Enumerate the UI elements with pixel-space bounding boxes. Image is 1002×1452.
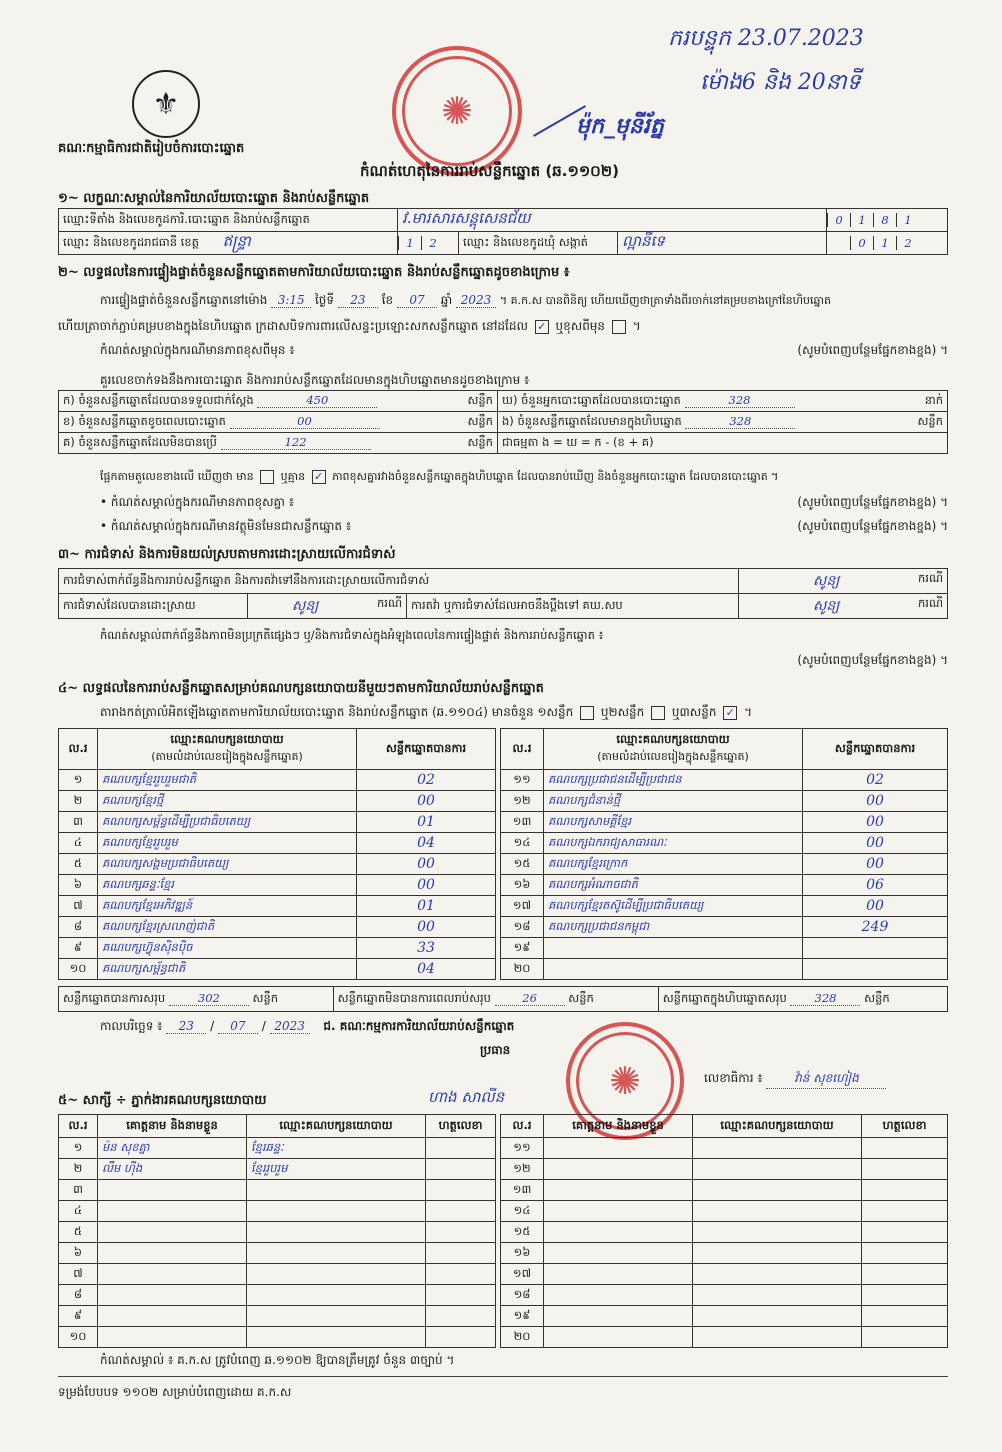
- province-label: ឈ្មោះ និងលេខកូដរាជធានី ខេត្ត ឥន្ទ្រា: [59, 232, 398, 255]
- row-no: ១៦: [501, 875, 544, 896]
- total-box: សន្លឹកឆ្នោតក្នុងហិបឆ្នោតសរុប 328 សន្លឹក: [658, 987, 947, 1012]
- table-row: [59, 1138, 496, 1159]
- witness-party: [247, 1306, 426, 1327]
- totals-table: [58, 986, 948, 1012]
- has-diff-checkbox[interactable]: [260, 470, 274, 484]
- section3-heading: ៣~ ការជំទាស់ និងការមិនយល់ស្របតាមការដោះស្រាយលើការជំទាស់: [58, 547, 396, 562]
- vote-count: 02: [357, 770, 496, 791]
- row-no: ១១: [501, 1138, 544, 1159]
- table-row: [59, 1264, 496, 1285]
- col-no: ល.រ: [501, 729, 544, 770]
- party-name: គណបក្សអំណាចជាតិ: [544, 875, 803, 896]
- table-row: [501, 917, 948, 938]
- witness-name: [544, 1159, 693, 1180]
- witness-name: [544, 1180, 693, 1201]
- table-row: [501, 770, 948, 791]
- vote-count: 02: [803, 770, 948, 791]
- witness-name: [98, 1201, 247, 1222]
- table-row: [501, 1243, 948, 1264]
- results-table-right: [500, 728, 948, 980]
- nec-logo-icon: ⚜: [132, 70, 200, 138]
- row-no: ១៩: [501, 938, 544, 959]
- complaint-value: សូន្យ ករណី: [739, 569, 948, 594]
- difference-line: ផ្អែកតាមតួលេខខាងលើ ឃើញថា មាន ឬគ្មាន ✓ ភាពខុសគ្នារវាងចំនួនសន្លឹកឆ្នោតក្នុងហិបឆ្នោត ដែលបានរាប់ឃើញ និងចំនួនអ្នកបោះឆ្នោត ដែលបានបោះឆ្នោត ។: [100, 470, 779, 483]
- party-name: គណបក្សខ្មែររួបរួម: [98, 833, 357, 854]
- row-no: ៩: [59, 938, 98, 959]
- table-row: [59, 854, 496, 875]
- received-note-line2: ម៉ោង6 និង 20នាទី: [700, 70, 861, 95]
- vote-count: 04: [357, 959, 496, 980]
- foreign-object-note: • កំណត់សម្គាល់ក្នុងករណីមានវត្ថុមិនមែនជាសន្លឹកឆ្នោត ៖ (សូមបំពេញបន្ថែមផ្នែកខាងខ្នង) ។: [100, 519, 948, 533]
- party-name: គណបក្សសម្ព័ន្ធជាតិ: [98, 959, 357, 980]
- witness-signature: [426, 1222, 496, 1243]
- table-row: [501, 1306, 948, 1327]
- witness-name: [544, 1243, 693, 1264]
- row-no: ៦: [59, 875, 98, 896]
- row-no: ១៩: [501, 1306, 544, 1327]
- witness-party: [247, 1285, 426, 1306]
- witness-name: [544, 1306, 693, 1327]
- row-no: ៣: [59, 1180, 98, 1201]
- witness-name: [98, 1306, 247, 1327]
- row-no: ៨: [59, 1285, 98, 1306]
- witness-name: ម៉ន សុខគ្នា: [98, 1138, 247, 1159]
- section2-heading: ២~ លទ្ធផលនៃការផ្ទៀងផ្ទាត់ចំនួនសន្លឹកឆ្នោតតាមការិយាល័យបោះឆ្នោត និងរាប់សន្លឹកឆ្នោតដូចខាងក្រោម ៖: [58, 265, 570, 280]
- witness-name: [544, 1201, 693, 1222]
- witness-name: [544, 1138, 693, 1159]
- witness-signature: [426, 1159, 496, 1180]
- row-no: ៥: [59, 854, 98, 875]
- witness-party: ខ្មែររួបរួម: [247, 1159, 426, 1180]
- witness-signature: [426, 1306, 496, 1327]
- witness-signature: [862, 1327, 948, 1348]
- province-value: ឥន្ទ្រា: [222, 232, 251, 250]
- figures-table: [58, 390, 948, 454]
- col-votes: សន្លឹកឆ្នោតបានការ: [357, 729, 496, 770]
- complaints-table: [58, 568, 948, 619]
- vote-count: 01: [357, 812, 496, 833]
- spoiled-row: ខ) ចំនួនសន្លឹកឆ្នោតខូចពេលបោះឆ្នោត 00 សន្លឹក: [59, 412, 498, 433]
- vote-count: [803, 959, 948, 980]
- witness-party: [693, 1138, 862, 1159]
- two-sheet-checkbox[interactable]: [651, 706, 665, 720]
- commune-code: 0 1 2: [827, 232, 948, 255]
- appeal-label: ការតវ៉ា ឬការជំទាស់ដែលអាចនឹងប្តឹងទៅ គឃ.សប: [407, 594, 739, 619]
- committee-seal-icon: ✺: [566, 1022, 684, 1140]
- vote-count: 00: [357, 875, 496, 896]
- witness-table-right: ល.រ គោត្តនាម និងនាមខ្លួន ឈ្មោះគណបក្សនយោបាយ ហត្ថលេខា ១១ ១២ ១៣ ១៤ ១៥ ១៦ ១៧ ១៨ ១៩ ២០: [500, 1114, 948, 1348]
- section1-heading: ១~ លក្ខណៈសម្គាល់នៃការិយាល័យបោះឆ្នោត និងរាប់សន្លឹកឆ្នោត: [58, 191, 370, 206]
- row-no: ២: [59, 791, 98, 812]
- row-no: ១៥: [501, 1222, 544, 1243]
- witness-party: [247, 1180, 426, 1201]
- voters-row: ឃ) ចំនួនអ្នកបោះឆ្នោតដែលបានបោះឆ្នោត 328 នាក់: [498, 391, 948, 412]
- table-row: [501, 1180, 948, 1201]
- witness-party: [247, 1264, 426, 1285]
- witness-signature: [426, 1180, 496, 1201]
- table-row: [59, 791, 496, 812]
- vote-count: 04: [357, 833, 496, 854]
- table-row: [59, 1327, 496, 1348]
- table-row: [59, 770, 496, 791]
- witness-signature: [862, 1243, 948, 1264]
- vote-count: 00: [803, 791, 948, 812]
- row-no: ១០: [59, 1327, 98, 1348]
- row-no: ៩: [59, 1306, 98, 1327]
- table-row: [59, 812, 496, 833]
- witness-party: [693, 1180, 862, 1201]
- vote-count: 00: [803, 896, 948, 917]
- party-name: គណបក្សហ៊្វុនស៊ិនប៉ិច: [98, 938, 357, 959]
- vote-count: 249: [803, 917, 948, 938]
- table-row: [501, 1285, 948, 1306]
- appeal-value: សូន្យ ករណី: [739, 594, 948, 619]
- table-row: [501, 959, 948, 980]
- witness-signature: [862, 1180, 948, 1201]
- witness-party: [247, 1222, 426, 1243]
- seal-status-line: ហើយត្រាចាក់ភ្ជាប់គម្របខាងក្នុងនៃហិបឆ្នោត ក្រដាសបិទការពារលើសន្ទះប្រឡោះសកសន្លឹកឆ្នោត នៅដដែល ✓ ឬខុសពីមុន ។: [58, 319, 641, 333]
- row-no: ១: [59, 1138, 98, 1159]
- row-no: ១៣: [501, 1180, 544, 1201]
- one-sheet-checkbox[interactable]: [580, 706, 594, 720]
- table-row: [59, 1201, 496, 1222]
- president-label: ប្រធាន: [480, 1043, 511, 1057]
- witness-name: [98, 1180, 247, 1201]
- witness-party: [247, 1327, 426, 1348]
- col-votes: សន្លឹកឆ្នោតបានការ: [803, 729, 948, 770]
- vote-count: 00: [357, 917, 496, 938]
- location-code: 0 1 8 1: [827, 209, 948, 232]
- three-sheet-checkbox[interactable]: ✓: [723, 706, 737, 720]
- formula: ជាធម្មតា ង = ឃ = ក - (ខ + គ): [498, 433, 948, 454]
- row-no: ១៥: [501, 854, 544, 875]
- date-line: កាលបរិច្ឆេទ ៖ 23 / 07 / 2023 ជ. គណៈកម្មការការិយាល័យរាប់សន្លឹកឆ្នោត: [100, 1019, 515, 1033]
- irregularity-note: កំណត់សម្គាល់ពាក់ព័ន្ធនឹងភាពមិនប្រក្រតីផ្សេងៗ ឬ/និងការជំទាស់ក្នុងអំឡុងពេលនៃការផ្ទៀងផ្ទាត់ និងការរាប់សន្លឹកឆ្នោត ៖: [100, 628, 604, 642]
- witness-party: [693, 1243, 862, 1264]
- table-row: [501, 875, 948, 896]
- party-name: គណបក្សឆន្ទៈខ្មែរ: [98, 875, 357, 896]
- row-no: ១៦: [501, 1243, 544, 1264]
- witness-signature: [862, 1264, 948, 1285]
- row-no: ១១: [501, 770, 544, 791]
- party-name: គណបក្សប្រជាជនដើម្បីប្រជាជន: [544, 770, 803, 791]
- vote-count: 33: [357, 938, 496, 959]
- party-name: គណបក្សជំនាន់ថ្មី: [544, 791, 803, 812]
- party-name: [544, 959, 803, 980]
- party-name: [544, 938, 803, 959]
- table-row: [59, 896, 496, 917]
- witness-table-left: ល.រ គោត្តនាម និងនាមខ្លួន ឈ្មោះគណបក្សនយោបាយ ហត្ថលេខា ១ ម៉ន សុខគ្នា ខ្មែរឆន្ទៈ ២ លឹម ហ៊ីង ខ្មែររួបរួម ៣ ៤ ៥ ៦ ៧ ៨ ៩ ១០: [58, 1114, 496, 1348]
- verification-line: ការផ្ទៀងផ្ទាត់ចំនួនសន្លឹកឆ្នោតនៅម៉ោង 3:15 ថ្ងៃទី 23 ខែ 07 ឆ្នាំ 2023 ។ គ.ក.ស បានពិនិត្យ ហើយឃើញថាត្រាទាំងពីរចាក់នៅគម្របខាងក្រៅនៃហិបឆ្នោត: [100, 293, 831, 307]
- witness-name: [98, 1264, 247, 1285]
- footer-divider: [58, 1376, 948, 1377]
- vote-count: 00: [803, 833, 948, 854]
- diff-note: • កំណត់សម្គាល់ក្នុងករណីមានភាពខុសគ្នា ៖ (សូមបំពេញបន្ថែមផ្នែកខាងខ្នង) ។: [100, 495, 948, 509]
- witness-signature: [862, 1306, 948, 1327]
- witness-signature: [426, 1243, 496, 1264]
- witness-name: [98, 1285, 247, 1306]
- received-note-line1: ករបន្ទុក 23.07.2023: [668, 26, 864, 51]
- party-name: គណបក្សសង្គមប្រជាធិបតេយ្យ: [98, 854, 357, 875]
- table-row: [501, 1138, 948, 1159]
- table-row: [501, 812, 948, 833]
- vote-count: 00: [357, 791, 496, 812]
- secretary-line: លេខាធិការ ៖ វ៉ាន់ សុខហៀង: [704, 1070, 886, 1089]
- figures-intro: គួរលេខចាក់ទងនឹងការបោះឆ្នោត និងការរាប់សន្លឹកឆ្នោតដែលមានក្នុងហិបឆ្នោតមានដូចខាងក្រោម ៖: [100, 373, 530, 387]
- party-name: គណបក្សឯករាជ្យសាធារណៈ: [544, 833, 803, 854]
- different-checkbox[interactable]: [612, 320, 626, 334]
- party-name: គណបក្សសាមគ្គីខ្មែរ: [544, 812, 803, 833]
- sheets-line: តារាងកត់ត្រាលំអិតឡើងឆ្នោតតាមការិយាល័យបោះឆ្នោត និងរាប់សន្លឹកឆ្នោត (ឆ.១១០៤) មានចំនួន ១សន្លឹក ឬ២សន្លឹក ឬ៣សន្លឹក ✓ ។: [100, 705, 752, 719]
- commune-label: ឈ្មោះ និងលេខកូដឃុំ សង្កាត់: [459, 232, 618, 255]
- difference-note-line: កំណត់សម្គាល់ក្នុងករណីមានភាពខុសពីមុន ៖ (សូមបំពេញបន្ថែមផ្នែកខាងខ្នង) ។: [100, 343, 948, 357]
- table-row: [501, 1159, 948, 1180]
- commune-value: ល្អានីទេ: [618, 232, 827, 255]
- org-name: គណៈកម្មាធិការជាតិរៀបចំការបោះឆ្នោត: [58, 141, 245, 156]
- witness-name: [98, 1327, 247, 1348]
- table-row: [59, 1285, 496, 1306]
- table-row: [59, 1180, 496, 1201]
- row-no: ២០: [501, 959, 544, 980]
- unused-row: គ) ចំនួនសន្លឹកឆ្នោតដែលមិនបានប្រើ 122 សន្លឹក: [59, 433, 498, 454]
- row-no: ១៨: [501, 917, 544, 938]
- table-row: [501, 1264, 948, 1285]
- table-row: [501, 791, 948, 812]
- table-row: [59, 1159, 496, 1180]
- witness-name: [544, 1264, 693, 1285]
- resolved-value: សូន្យ ករណី: [248, 594, 407, 619]
- witness-signature: [426, 1138, 496, 1159]
- witness-name: លឹម ហ៊ីង: [98, 1159, 247, 1180]
- location-table: [58, 208, 948, 255]
- party-name: គណបក្សខ្មែរក្រោក: [544, 854, 803, 875]
- party-name: គណបក្សខ្មែរតស៊ូដើម្បីប្រជាធិបតេយ្យ: [544, 896, 803, 917]
- table-row: [501, 896, 948, 917]
- table-row: [59, 917, 496, 938]
- witness-signature: [862, 1159, 948, 1180]
- col-party: ឈ្មោះគណបក្សនយោបាយ (តាមលំដាប់លេខរៀងក្នុងសន្លឹកឆ្នោត): [544, 729, 803, 770]
- table-row: [501, 1222, 948, 1243]
- witness-name: [98, 1222, 247, 1243]
- location-label: ឈ្មោះទីតាំង និងលេខកូដការិ.បោះឆ្នោត និងរាប់សន្លឹកឆ្នោត: [59, 209, 398, 232]
- vote-count: 01: [357, 896, 496, 917]
- witness-name: [544, 1222, 693, 1243]
- row-no: ១៣: [501, 812, 544, 833]
- witness-party: [693, 1327, 862, 1348]
- section4-heading: ៤~ លទ្ធផលនៃការរាប់សន្លឹកឆ្នោតសម្រាប់គណបក្សនយោបាយនីមួយៗតាមការិយាល័យរាប់សន្លឹកឆ្នោត: [58, 681, 544, 696]
- vote-count: [803, 938, 948, 959]
- row-no: ១៨: [501, 1285, 544, 1306]
- form-id: ទម្រង់បែបបទ ១១០២ សម្រាប់បំពេញដោយ គ.ក.ស: [58, 1385, 292, 1399]
- row-no: ១៤: [501, 1201, 544, 1222]
- row-no: ៤: [59, 833, 98, 854]
- witness-party: [247, 1201, 426, 1222]
- row-no: ៣: [59, 812, 98, 833]
- table-row: [501, 1201, 948, 1222]
- party-name: គណបក្សខ្មែរអភិវឌ្ឍន៍: [98, 896, 357, 917]
- table-row: [501, 833, 948, 854]
- witness-signature: [426, 1327, 496, 1348]
- row-no: ២: [59, 1159, 98, 1180]
- witness-signature: [862, 1222, 948, 1243]
- table-row: [59, 1243, 496, 1264]
- row-no: ១០: [59, 959, 98, 980]
- witness-party: ខ្មែរឆន្ទៈ: [247, 1138, 426, 1159]
- witness-party: [693, 1285, 862, 1306]
- no-diff-checkbox[interactable]: ✓: [312, 470, 326, 484]
- table-row: [59, 875, 496, 896]
- witness-party: [693, 1306, 862, 1327]
- col-party: ឈ្មោះគណបក្សនយោបាយ (តាមលំដាប់លេខរៀងក្នុងសន្លឹកឆ្នោត): [98, 729, 357, 770]
- witness-name: [98, 1243, 247, 1264]
- table-row: [59, 1222, 496, 1243]
- row-no: ១៧: [501, 896, 544, 917]
- party-name: គណបក្សខ្មែរស្រលាញ់ជាតិ: [98, 917, 357, 938]
- witness-name: [544, 1285, 693, 1306]
- party-name: គណបក្សសម្ព័ន្ធដើម្បីប្រជាធិបតេយ្យ: [98, 812, 357, 833]
- resolved-label: ការជំទាស់ដែលបានដោះស្រាយ: [59, 594, 248, 619]
- row-no: ១២: [501, 1159, 544, 1180]
- witness-party: [693, 1159, 862, 1180]
- table-row: [59, 1306, 496, 1327]
- official-seal-icon: ✺: [392, 46, 522, 176]
- witness-signature: [862, 1138, 948, 1159]
- same-checkbox[interactable]: ✓: [535, 320, 549, 334]
- witness-signature: [862, 1201, 948, 1222]
- document-page: ករបន្ទុក 23.07.2023 ម៉ោង6 និង 20នាទី ម៉ុក_មុនីរ័ត្ន ⚜ ✺ គណៈកម្មាធិការជាតិរៀបចំការបោះឆ្នោត កំណត់ហេតុនៃការរាប់សន្លឹកឆ្នោត (ឆ.១១០២) ១~ លក្ខណៈសម្គាល់នៃការិយាល័យបោះឆ្នោត និងរាប់សន្លឹកឆ្នោត ឈ្មោះទីតាំង និងលេខកូដការិ.បោះឆ្នោត និងរាប់សន្លឹកឆ្នោត វ.មារសារសន្តុសេនជ័យ 0 1 8 1 ឈ្មោះ និងលេខកូដរាជធានី ខេត្ត ឥន្ទ្រា 1 2 ឈ្មោះ និងលេខកូដឃុំ សង្កាត់ ល្អានីទេ 0 1 2 ២~ លទ្ធផលនៃការផ្ទៀងផ្ទាត់ចំនួនសន្លឹកឆ្នោតតាមការិយាល័យបោះឆ្នោត និងរាប់សន្លឹកឆ្នោតដូចខាងក្រោម ៖ ការផ្ទៀងផ្ទាត់ចំនួនសន្លឹកឆ្នោតនៅម៉ោង 3:15 ថ្ងៃទី 23 ខែ 07 ឆ្នាំ 2023 ។ គ.ក.ស បានពិនិត្យ ហើយឃើញថាត្រាទាំងពីរចាក់នៅគម្របខាងក្រៅនៃហិបឆ្នោត ហើយត្រាចាក់ភ្ជាប់គម្របខាងក្នុងនៃហិបឆ្នោត ក្រដាសបិទការពារលើសន្ទះប្រឡោះសកសន្លឹកឆ្នោត នៅដដែល ✓ ឬខុសពីមុន ។ កំណត់សម្គាល់ក្នុងករណីមានភាពខុសពីមុន ៖ (សូមបំពេញបន្ថែមផ្នែកខាងខ្នង) ។ គួរលេខចាក់ទងនឹងការបោះឆ្នោត និងការរាប់សន្លឹកឆ្នោតដែលមានក្នុងហិបឆ្នោតមានដូចខាងក្រោម ៖ ក) ចំនួនសន្លឹកឆ្នោតដែលបានទទួលជាក់ស្តែង 450 សន្លឹក ឃ) ចំនួនអ្នកបោះឆ្នោតដែលបានបោះឆ្នោត 328 នាក់ ខ) ចំនួនសន្លឹកឆ្នោតខូចពេលបោះឆ្នោត 00 សន្លឹក ង) ចំនួនសន្លឹកឆ្នោតដែលមានក្នុងហិបឆ្នោត 328 សន្លឹក គ) ចំនួនសន្លឹកឆ្នោតដែលមិនបានប្រើ 122 សន្លឹក ជាធម្មតា ង = ឃ = ក - (ខ + គ) ផ្អែកតាមតួលេខខាងលើ ឃើញថា មាន ឬគ្មាន ✓ ភាពខុសគ្នារវាងចំនួនសន្លឹកឆ្នោតក្នុងហិបឆ្នោត ដែលបានរាប់ឃើញ និងចំនួនអ្នកបោះឆ្នោត ដែលបានបោះឆ្នោត ។ • កំណត់សម្គាល់ក្នុងករណីមានភាពខុសគ្នា ៖ (សូមបំពេញបន្ថែមផ្នែកខាងខ្នង) ។ • កំណត់សម្គាល់ក្នុងករណីមានវត្ថុមិនមែនជាសន្លឹកឆ្នោត ៖ (សូមបំពេញបន្ថែមផ្នែកខាងខ្នង) ។ ៣~ ការជំទាស់ និងការមិនយល់ស្របតាមការដោះស្រាយលើការជំទាស់ ការជំទាស់ពាក់ព័ន្ធនឹងការរាប់សន្លឹកឆ្នោត និងការតវ៉ាទៅនឹងការដោះស្រាយលើការជំទាស់ សូន្យ ករណី ការជំទាស់ដែលបានដោះស្រាយ សូន្យ ករណី ការតវ៉ា ឬការជំទាស់ដែលអាចនឹងប្តឹងទៅ គឃ.សប សូន្យ ករណី កំណត់សម្គាល់ពាក់ព័ន្ធនឹងភាពមិនប្រក្រតីផ្សេងៗ ឬ/និងការជំទាស់ក្នុងអំឡុងពេលនៃការផ្ទៀងផ្ទាត់ និងការរាប់សន្លឹកឆ្នោត ៖ (សូមបំពេញបន្ថែមផ្នែកខាងខ្នង) ។ ៤~ លទ្ធផលនៃការរាប់សន្លឹកឆ្នោតសម្រាប់គណបក្សនយោបាយនីមួយៗតាមការិយាល័យរាប់សន្លឹកឆ្នោត តារាងកត់ត្រាលំអិតឡើងឆ្នោតតាមការិយាល័យបោះឆ្នោត និងរាប់សន្លឹកឆ្នោត (ឆ.១១០៤) មានចំនួន ១សន្លឹក ឬ២សន្លឹក ឬ៣សន្លឹក ✓ ។ ល.រ ឈ្មោះគណបក្សនយោបាយ (តាមលំដាប់លេខរៀងក្នុងសន្លឹកឆ្នោត) សន្លឹកឆ្នោតបានការ ១ គណបក្សខ្មែររួបរួមជាតិ 02 ២ គណបក្សខ្មែរថ្មី 00 ៣ គណបក្សសម្ព័ន្ធដើម្បីប្រជាធិបតេយ្យ 01 ៤ គណបក្សខ្មែររួបរួម 04 ៥ គណបក្សសង្គមប្រជាធិបតេយ្យ 00 ៦ គណបក្សឆន្ទៈខ្មែរ 00 ៧ គណបក្សខ្មែរអភិវឌ្ឍន៍ 01 ៨ គណបក្សខ្មែរស្រលាញ់ជាតិ 00 ៩ គណបក្សហ៊្វុនស៊ិនប៉ិច 33 ១០ គណបក្សសម្ព័ន្ធជាតិ 04 ល.រ ឈ្មោះគណបក្សនយោបាយ (តាមលំដាប់លេខរៀងក្នុងសន្លឹកឆ្នោត) សន្លឹកឆ្នោតបានការ ១១ គណបក្សប្រជាជនដើម្បីប្រជាជន 02 ១២ គណបក្សជំនាន់ថ្មី 00 ១៣ គណបក្សសាមគ្គីខ្មែរ 00 ១៤ គណបក្សឯករាជ្យសាធារណៈ 00 ១៥ គណបក្សខ្មែរក្រោក 00 ១៦ គណបក្សអំណាចជាតិ 06 ១៧ គណបក្សខ្មែរតស៊ូដើម្បីប្រជាធិបតេយ្យ 00 ១៨ គណបក្សប្រជាជនកម្ពុជា 249 ១៩ ២០ សន្លឹកឆ្នោតបានការសរុប 302 សន្លឹក សន្លឹកឆ្នោតមិនបានការពេលរាប់សរុប 26 សន្លឹក សន្លឹកឆ្នោតក្នុងហិបឆ្នោតសរុប 328 សន្លឹក កាលបរិច្ឆេទ ៖ 23 / 07 / 2023 ជ. គណៈកម្មការការិយាល័យរាប់សន្លឹកឆ្នោត ប្រធាន ហាង សាលីន ✺ លេខាធិការ ៖ វ៉ាន់ សុខហៀង ៥~ សាក្សី ÷ ភ្នាក់ងារគណបក្សនយោបាយ ល.រ គោត្តនាម និងនាមខ្លួន ឈ្មោះគណបក្សនយោបាយ ហត្ថលេខា ១ ម៉ន សុខគ្នា ខ្មែរឆន្ទៈ ២ លឹម ហ៊ីង ខ្មែររួបរួម ៣ ៤ ៥ ៦ ៧ ៨ ៩ ១០ ល.រ គោត្តនាម និងនាមខ្លួន ឈ្មោះគណបក្សនយោបាយ ហត្ថលេខា ១១ ១២ ១៣ ១៤ ១៥ ១៦ ១៧ ១៨ ១៩ ២០ កំណត់សម្គាល់ ៖ គ.ក.ស ត្រូវបំពេញ ឆ.១១០២ ឱ្យបានត្រឹមត្រូវ ចំនួន ៣ច្បាប់ ។ ទម្រង់បែបបទ ១១០២ សម្រាប់បំពេញដោយ គ.ក.ស: [0, 0, 1002, 1452]
- table-row: [59, 833, 496, 854]
- witness-signature: [426, 1201, 496, 1222]
- section5-heading: ៥~ សាក្សី ÷ ភ្នាក់ងារគណបក្សនយោបាយ: [58, 1093, 267, 1108]
- total-invalid: សន្លឹកឆ្នោតមិនបានការពេលរាប់សរុប 26 សន្លឹក: [333, 987, 658, 1012]
- row-no: ៨: [59, 917, 98, 938]
- vote-count: 00: [357, 854, 496, 875]
- vote-count: 00: [803, 854, 948, 875]
- row-no: ៦: [59, 1243, 98, 1264]
- results-table-left: [58, 728, 496, 980]
- table-row: [501, 854, 948, 875]
- complaint-label: ការជំទាស់ពាក់ព័ន្ធនឹងការរាប់សន្លឹកឆ្នោត និងការតវ៉ាទៅនឹងការដោះស្រាយលើការជំទាស់: [59, 569, 739, 594]
- witness-signature: [862, 1285, 948, 1306]
- table-row: [501, 938, 948, 959]
- row-no: ៤: [59, 1201, 98, 1222]
- table-row: [59, 959, 496, 980]
- vote-count: 06: [803, 875, 948, 896]
- row-no: ៧: [59, 1264, 98, 1285]
- total-valid: សន្លឹកឆ្នោតបានការសរុប 302 សន្លឹក: [59, 987, 334, 1012]
- witness-name: [544, 1327, 693, 1348]
- party-name: គណបក្សខ្មែររួបរួមជាតិ: [98, 770, 357, 791]
- row-no: ១៤: [501, 833, 544, 854]
- row-no: ៥: [59, 1222, 98, 1243]
- witness-party: [247, 1243, 426, 1264]
- vote-count: 00: [803, 812, 948, 833]
- form-title: កំណត់ហេតុនៃការរាប់សន្លឹកឆ្នោត (ឆ.១១០២): [360, 162, 620, 180]
- row-no: ២០: [501, 1327, 544, 1348]
- footnote: កំណត់សម្គាល់ ៖ គ.ក.ស ត្រូវបំពេញ ឆ.១១០២ ឱ្យបានត្រឹមត្រូវ ចំនួន ៣ច្បាប់ ។: [100, 1353, 455, 1367]
- witness-signature: [426, 1264, 496, 1285]
- row-no: ៧: [59, 896, 98, 917]
- province-code: 1 2: [398, 232, 459, 255]
- signature-name: ម៉ុក_មុនីរ័ត្ន: [576, 113, 664, 139]
- witness-party: [693, 1201, 862, 1222]
- row-no: ១៧: [501, 1264, 544, 1285]
- col-no: ល.រ: [59, 729, 98, 770]
- party-name: គណបក្សប្រជាជនកម្ពុជា: [544, 917, 803, 938]
- president-name: ហាង សាលីន: [428, 1088, 505, 1106]
- witness-party: [693, 1264, 862, 1285]
- location-value: វ.មារសារសន្តុសេនជ័យ: [398, 209, 827, 232]
- received-row: ក) ចំនួនសន្លឹកឆ្នោតដែលបានទទួលជាក់ស្តែង 450 សន្លឹក: [59, 391, 498, 412]
- witness-party: [693, 1222, 862, 1243]
- in-box-row: ង) ចំនួនសន្លឹកឆ្នោតដែលមានក្នុងហិបឆ្នោត 328 សន្លឹក: [498, 412, 948, 433]
- row-no: ១: [59, 770, 98, 791]
- party-name: គណបក្សខ្មែរថ្មី: [98, 791, 357, 812]
- row-no: ១២: [501, 791, 544, 812]
- table-row: [501, 1327, 948, 1348]
- witness-signature: [426, 1285, 496, 1306]
- table-row: [59, 938, 496, 959]
